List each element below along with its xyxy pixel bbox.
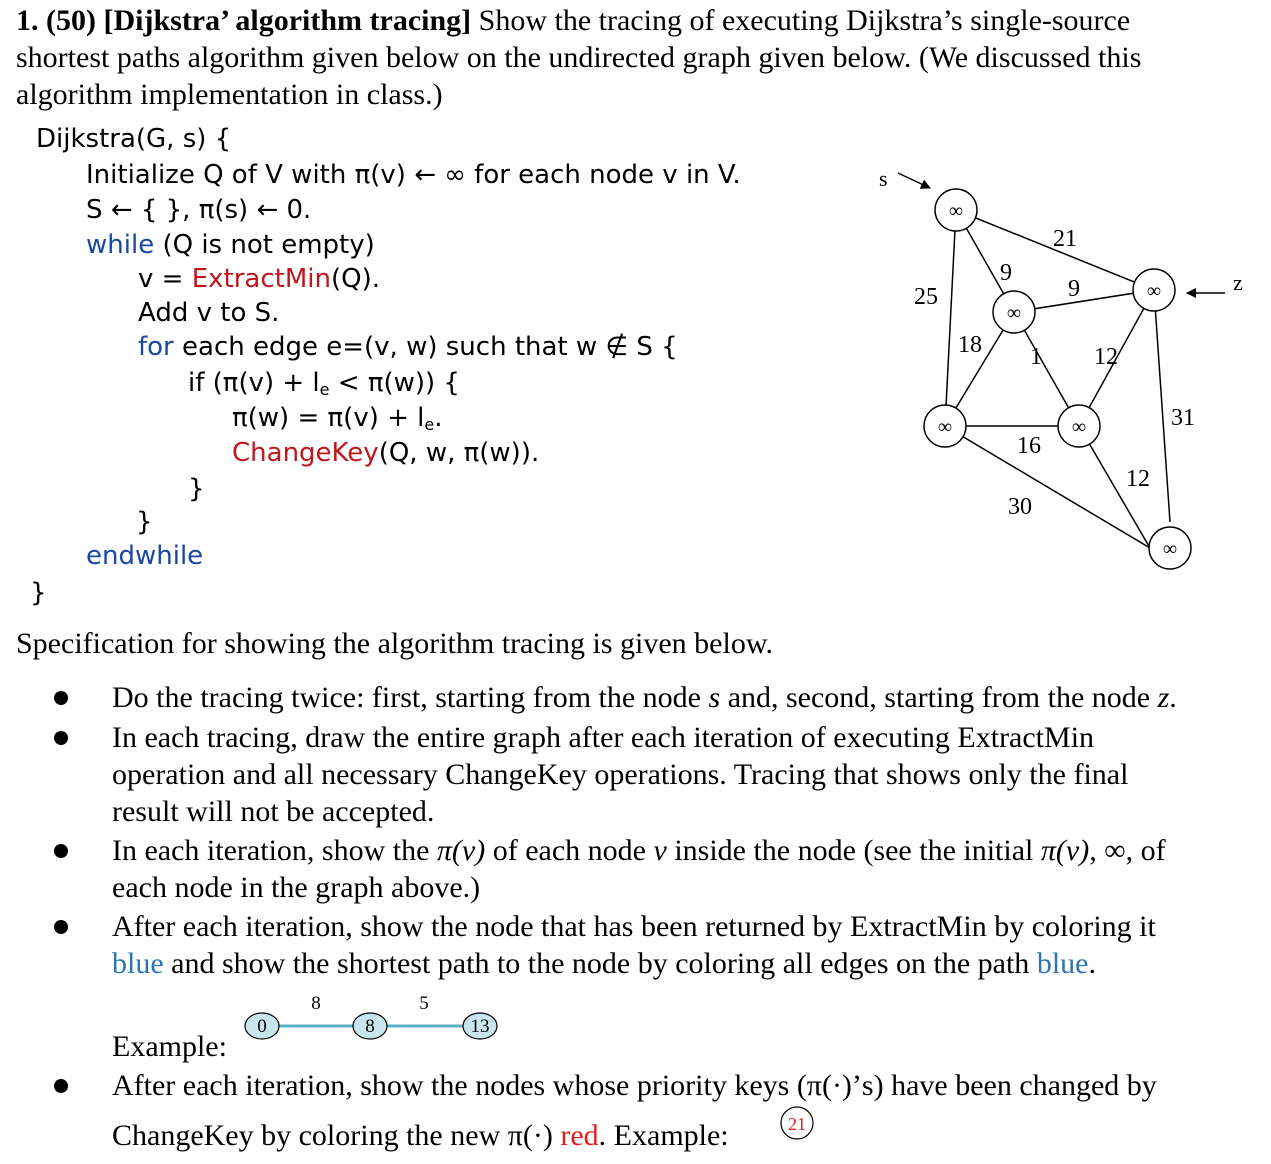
weight-s-b: 25	[914, 284, 938, 310]
node-s-value: ∞	[948, 200, 964, 222]
node-a-value: ∞	[1006, 302, 1022, 324]
bullet-4	[112, 908, 1262, 982]
weight-c-z: 12	[1094, 344, 1118, 370]
bullet-3-pi-2: π	[1040, 834, 1056, 867]
node-t-value: ∞	[1162, 538, 1178, 560]
if-cond-sub: e	[319, 380, 330, 399]
edge-z-t	[1154, 290, 1170, 522]
for-body: each edge e=(v, w) such that w ∉ S {	[173, 332, 678, 362]
bullet-5-red: red	[560, 1119, 599, 1152]
bullet-1-a: Do the tracing twice: first, starting from the node	[112, 681, 709, 714]
if-cond-a: if (π(v) + l	[188, 368, 320, 398]
bullet-dot-5	[54, 1079, 68, 1093]
weight-s-z: 21	[1053, 226, 1077, 252]
weight-a-z: 9	[1068, 276, 1080, 302]
changekey-call: ChangeKey	[232, 438, 379, 468]
bullet-2-line-3: result will not be accepted.	[112, 795, 435, 828]
code-line-4	[86, 232, 375, 258]
weight-b-t: 30	[1008, 494, 1032, 520]
bullet-1-b: and, second, starting from the node	[720, 681, 1158, 714]
bullet-5-line-2	[112, 1117, 729, 1154]
example-path	[236, 990, 506, 1040]
code-line-10	[232, 440, 539, 466]
example-red-node	[776, 1104, 820, 1144]
bullet-5-line-1: After each iteration, show the nodes whose priority keys (π(·)’s) have been changed by	[112, 1069, 1157, 1102]
code-line-2: Initialize Q of V with π(v) ← ∞ for each node v in V.	[86, 160, 741, 190]
weight-a-b: 18	[958, 332, 982, 358]
bullet-5	[112, 1067, 1262, 1104]
assign-prefix: v =	[138, 264, 192, 294]
source-label: s	[879, 166, 888, 191]
node-b-value: ∞	[937, 416, 953, 438]
bullet-3-d: , ∞, of	[1089, 834, 1166, 867]
bullet-3	[112, 832, 1262, 906]
example-node-1-value: 0	[257, 1016, 267, 1037]
changekey-args: (Q, w, π(w)).	[378, 438, 540, 468]
code-line-13	[86, 543, 203, 569]
bullet-3-b: of each node	[485, 834, 654, 867]
question-number: 1. (50) [Dijkstra’ algorithm tracing]	[16, 4, 472, 37]
bullet-1	[112, 679, 1262, 716]
bullet-3-v-2: v	[653, 834, 667, 867]
bullet-3-c: inside the node (see the initial	[666, 834, 1041, 867]
bullet-5-line-2-a: ChangeKey by coloring the new π(·)	[112, 1119, 561, 1152]
source-arrow	[898, 173, 930, 188]
bullet-1-s: s	[708, 681, 721, 714]
bullet-5-line-2-b: . Example:	[598, 1119, 729, 1152]
bullet-4-mid: and show the shortest path to the node by coloring all edges on the path	[163, 947, 1037, 980]
example-node-3-value: 13	[470, 1016, 490, 1037]
node-c-value: ∞	[1071, 416, 1087, 438]
edge-s-b	[945, 210, 956, 426]
bullet-2	[112, 719, 1262, 830]
intro-line-2: shortest paths algorithm given below on the undirected graph given below. (We discussed this	[16, 41, 1142, 74]
node-z-value: ∞	[1146, 280, 1162, 302]
bullet-dot-3	[54, 844, 68, 858]
code-line-6: Add v to S.	[138, 298, 280, 328]
bullet-1-z: z	[1157, 681, 1170, 714]
code-line-1: Dijkstra(G, s) {	[36, 124, 232, 154]
bullet-dot-4	[54, 920, 68, 934]
code-line-3: S ← { }, π(s) ← 0.	[86, 195, 312, 225]
intro-line-1: Show the tracing of executing Dijkstra’s single-source	[471, 4, 1131, 37]
update-sub: e	[424, 415, 435, 434]
for-keyword: for	[138, 332, 174, 362]
while-condition: (Q is not empty)	[154, 230, 375, 260]
example-weight-1: 8	[311, 993, 321, 1014]
question-intro	[16, 2, 1266, 113]
bullet-3-v-3: (v)	[1055, 834, 1090, 867]
bullet-4-blue-2: blue	[1036, 947, 1089, 980]
if-cond-b: < π(w)) {	[329, 368, 460, 398]
bullet-3-a: In each iteration, show the	[112, 834, 437, 867]
code-line-7	[138, 334, 678, 360]
bullet-4-line-1: After each iteration, show the node that has been returned by ExtractMin by coloring it	[112, 910, 1156, 943]
bullet-4-blue-1: blue	[112, 947, 164, 980]
while-keyword: while	[86, 230, 155, 260]
code-line-14: }	[30, 578, 47, 608]
update-b: .	[434, 403, 443, 433]
edge-b-t	[945, 426, 1150, 548]
weight-c-t: 12	[1126, 466, 1150, 492]
bullet-3-v-1: (v)	[451, 834, 486, 867]
bullet-3-pi-1: π	[436, 834, 452, 867]
code-line-5	[138, 266, 380, 292]
example-node-2-value: 8	[365, 1016, 375, 1037]
weight-b-c: 16	[1017, 433, 1041, 459]
code-line-8	[188, 370, 460, 398]
extractmin-call: ExtractMin	[191, 264, 331, 294]
code-line-11: }	[188, 474, 205, 504]
bullet-4-end: .	[1088, 947, 1096, 980]
graph-diagram	[860, 150, 1260, 610]
endwhile-keyword: endwhile	[86, 541, 204, 571]
bullet-2-line-1: In each tracing, draw the entire graph after each iteration of executing ExtractMin	[112, 721, 1095, 754]
code-line-12: }	[136, 507, 153, 537]
bullet-dot-1	[54, 691, 68, 705]
weight-a-c: 1	[1030, 344, 1042, 370]
weight-z-t: 31	[1171, 405, 1195, 431]
bullet-4-example-label: Example:	[112, 1030, 227, 1063]
bullet-1-c: .	[1169, 681, 1177, 714]
extractmin-args: (Q).	[330, 264, 380, 294]
intro-line-3: algorithm implementation in class.)	[16, 78, 443, 111]
bullet-3-line-2: each node in the graph above.)	[112, 871, 481, 904]
weight-s-a: 9	[1000, 260, 1012, 286]
bullet-dot-2	[54, 731, 68, 745]
bullet-2-line-2: operation and all necessary ChangeKey operations. Tracing that shows only the final	[112, 758, 1129, 791]
spec-heading: Specification for showing the algorithm tracing is given below.	[16, 627, 774, 660]
update-a: π(w) = π(v) + l	[232, 403, 425, 433]
code-line-9	[232, 405, 443, 433]
example-weight-2: 5	[419, 993, 429, 1014]
example-red-node-value: 21	[788, 1114, 806, 1134]
target-label: z	[1233, 270, 1243, 295]
